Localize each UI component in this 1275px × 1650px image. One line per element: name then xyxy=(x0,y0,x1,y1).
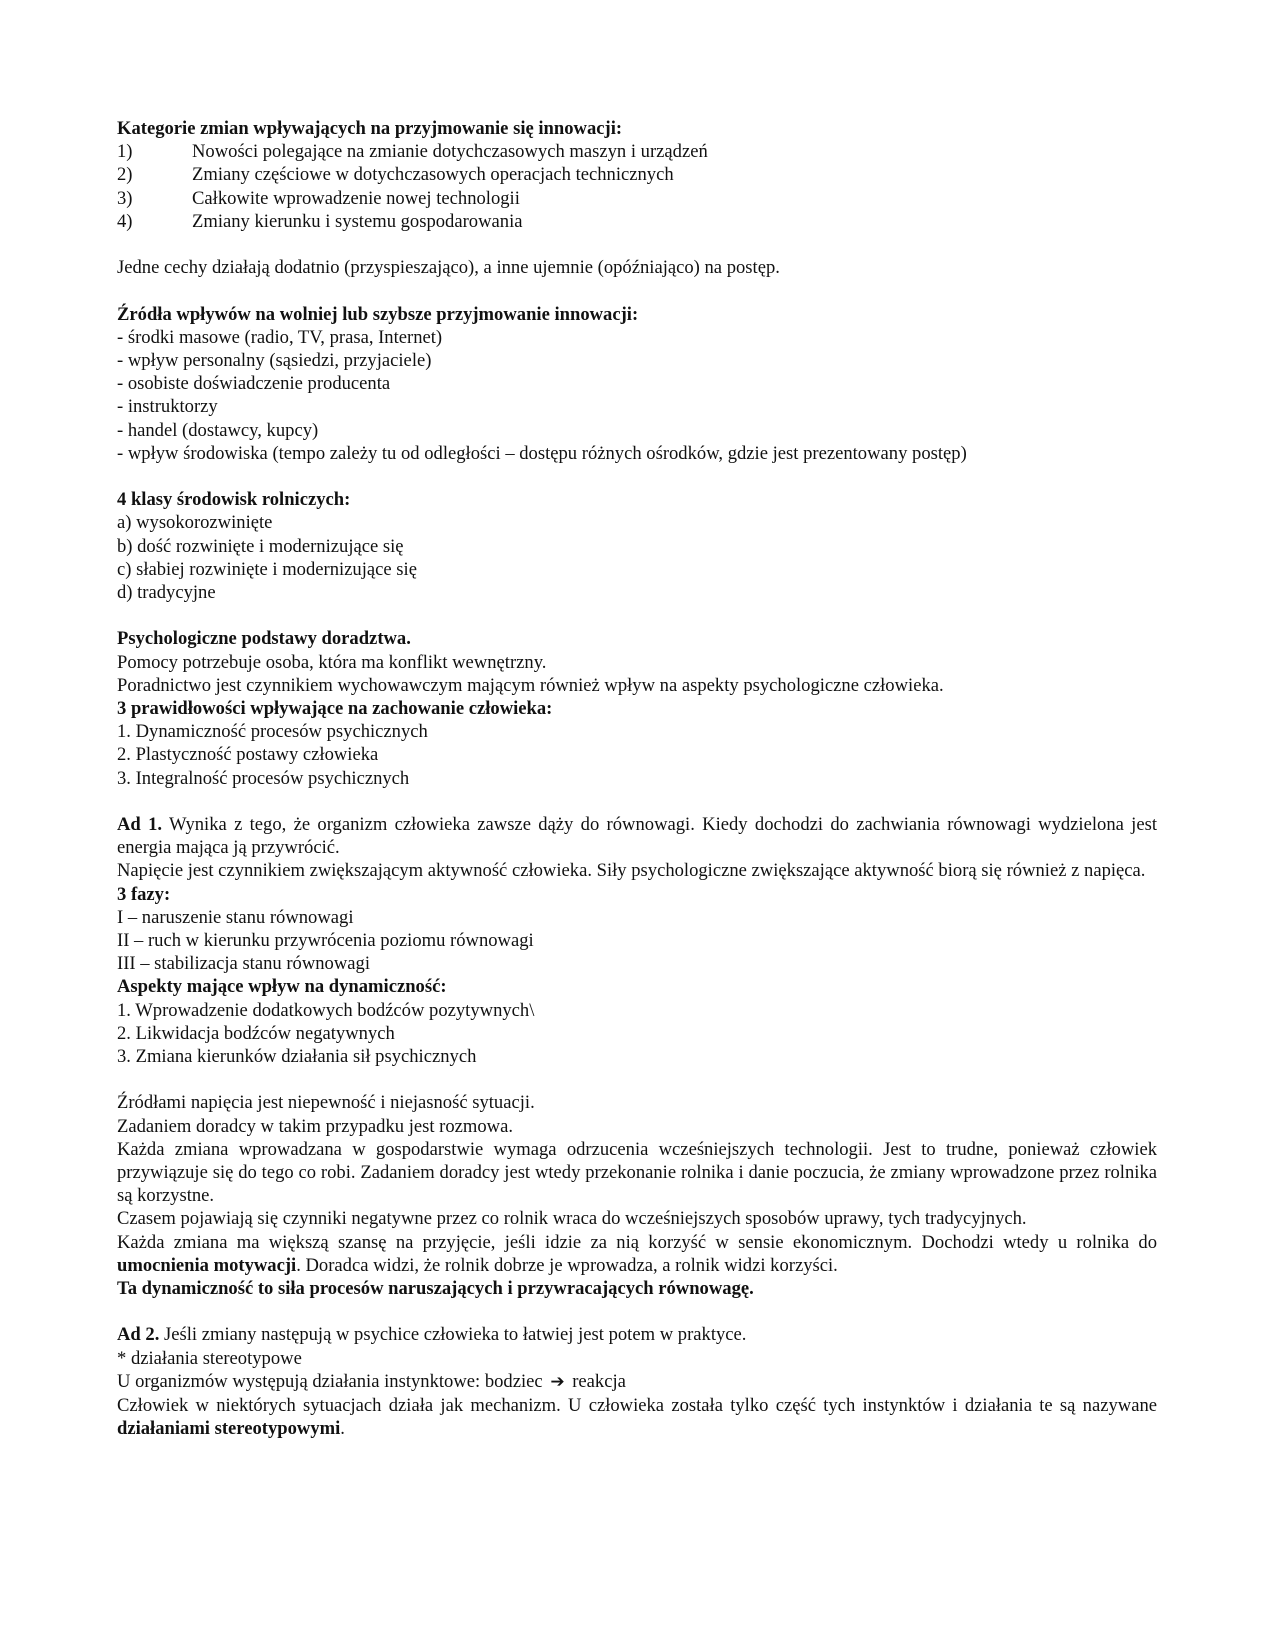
list-item: II – ruch w kierunku przywrócenia poziomu równowagi xyxy=(117,930,534,952)
document-page xyxy=(117,117,1157,1440)
section-heading-influence-sources: Źródła wpływów na wolniej lub szybsze przyjmowanie innowacji: xyxy=(117,303,639,325)
bold-phrase: umocnienia motywacji xyxy=(117,1254,297,1276)
bold-phrase: działaniami stereotypowymi xyxy=(117,1418,341,1440)
paragraph: Czasem pojawiają się czynniki negatywne przez co rolnik wraca do wcześniejszych sposobów uprawy, tych tradycyjnych. xyxy=(117,1208,1027,1230)
paragraph-ad1: Ad 1. Wynika z tego, że organizm człowieka zawsze dąży do równowagi. Kiedy dochodzi do zachwiania równowagi wydzielona jest energia mająca ją przywrócić. xyxy=(117,814,1157,859)
paragraph: Źródłami napięcia jest niepewność i niejasność sytuacji. xyxy=(117,1092,535,1114)
subheading-dynamics-aspects: Aspekty mające wpływ na dynamiczność: xyxy=(117,976,447,998)
list-item: - osobiste doświadczenie producenta xyxy=(117,373,391,395)
list-item: a) wysokorozwinięte xyxy=(117,512,273,534)
paragraph-ad2: Ad 2. Jeśli zmiany następują w psychice człowieka to łatwiej jest potem w praktyce. xyxy=(117,1324,747,1346)
subheading-phases: 3 fazy: xyxy=(117,883,171,905)
paragraph: Napięcie jest czynnikiem zwiększającym aktywność człowieka. Siły psychologiczne zwiększające aktywność biorą się również z napięca. xyxy=(117,860,1146,882)
paragraph: Każda zmiana wprowadzana w gospodarstwie wymaga odrzucenia wcześniejszych technologii. Jest to trudne, ponieważ człowiek przywiązuje się do tego co robi. Zadaniem doradcy jest wtedy przekonanie rolnika i danie poczucia, że zmiany wprowadzone przez rolnika są korzystne. xyxy=(117,1138,1157,1207)
list-item: 1. Dynamiczność procesów psychicznych xyxy=(117,721,428,743)
summary-statement: Ta dynamiczność to siła procesów naruszających i przywracających równowagę. xyxy=(117,1278,754,1300)
list-item: 3. Zmiana kierunków działania sił psychicznych xyxy=(117,1046,477,1068)
numbered-item: 1) Nowości polegające na zmianie dotychczasowych maszyn i urządzeń xyxy=(117,141,708,163)
list-item: - wpływ personalny (sąsiedzi, przyjaciele) xyxy=(117,350,432,371)
right-arrow-icon: ➔ xyxy=(550,1371,565,1392)
list-item: - instruktorzy xyxy=(117,396,218,418)
paragraph: Pomocy potrzebuje osoba, która ma konflikt wewnętrzny. xyxy=(117,651,547,673)
paragraph: Człowiek w niektórych sytuacjach działa jak mechanizm. U człowieka została tylko część tych instynktów i działania te są nazywane działaniami stereotypowymi. xyxy=(117,1395,1157,1440)
list-item: 2. Plastyczność postawy człowieka xyxy=(117,744,379,766)
numbered-item: 2) Zmiany częściowe w dotychczasowych operacjach technicznych xyxy=(117,164,674,186)
subheading-three-regularities: 3 prawidłowości wpływające na zachowanie człowieka: xyxy=(117,698,553,720)
list-item: 1. Wprowadzenie dodatkowych bodźców pozytywnych\ xyxy=(117,999,535,1021)
list-item: III – stabilizacja stanu równowagi xyxy=(117,953,370,975)
list-item: - środki masowe (radio, TV, prasa, Internet) xyxy=(117,326,443,348)
ad-label: Ad 1. xyxy=(117,814,163,836)
paragraph: * działania stereotypowe xyxy=(117,1347,302,1369)
list-item: 2. Likwidacja bodźców negatywnych xyxy=(117,1022,395,1044)
ad-label: Ad 2. xyxy=(117,1324,160,1346)
paragraph: Poradnictwo jest czynnikiem wychowawczym mającym również wpływ na aspekty psychologiczne człowieka. xyxy=(117,674,944,696)
list-item: b) dość rozwinięte i modernizujące się xyxy=(117,535,404,557)
list-item: - wpływ środowiska (tempo zależy tu od odległości – dostępu różnych ośrodków, gdzie jest prezentowany postęp) xyxy=(117,442,967,464)
paragraph: Każda zmiana ma większą szansę na przyjęcie, jeśli idzie za nią korzyść w sensie ekonomicznym. Dochodzi wtedy u rolnika do umocnienia motywacji. Doradca widzi, że rolnik dobrze je wprowadza, a rolnik widzi korzyści. xyxy=(117,1231,1157,1276)
list-item: 3. Integralność procesów psychicznych xyxy=(117,767,410,789)
list-item: I – naruszenie stanu równowagi xyxy=(117,906,354,928)
numbered-item: 4) Zmiany kierunku i systemu gospodarowania xyxy=(117,210,523,232)
paragraph: U organizmów występują działania instynktowe: bodziec ➔ reakcja xyxy=(117,1370,1157,1394)
section-heading-farm-environments: 4 klasy środowisk rolniczych: xyxy=(117,489,351,511)
list-item: d) tradycyjne xyxy=(117,582,216,604)
section-heading-psychological-basis: Psychologiczne podstawy doradztwa. xyxy=(117,628,411,650)
numbered-item: 3) Całkowite wprowadzenie nowej technologii xyxy=(117,187,520,209)
list-item: - handel (dostawcy, kupcy) xyxy=(117,419,319,441)
paragraph: Zadaniem doradcy w takim przypadku jest rozmowa. xyxy=(117,1115,514,1137)
section-heading-innovation-categories: Kategorie zmian wpływających na przyjmowanie się innowacji: xyxy=(117,118,623,139)
paragraph: Jedne cechy działają dodatnio (przyspieszająco), a inne ujemnie (opóźniająco) na postęp. xyxy=(117,257,780,279)
list-item: c) słabiej rozwinięte i modernizujące się xyxy=(117,558,417,580)
